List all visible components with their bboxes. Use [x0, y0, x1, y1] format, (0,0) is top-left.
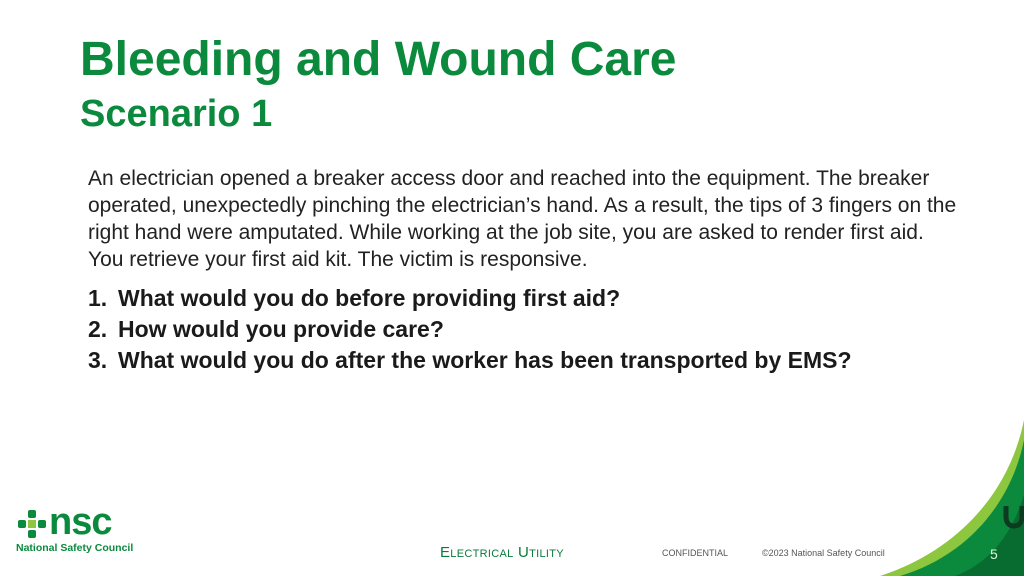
- question-text: What would you do after the worker has been transported by EMS?: [118, 347, 852, 373]
- nsc-logo-text: nsc: [49, 501, 112, 543]
- question-text: How would you provide care?: [118, 316, 444, 342]
- question-item: [88, 345, 988, 376]
- scenario-description: An electrician opened a breaker access door and reached into the equipment. The breaker operated, unexpectedly pinching the electrician’s hand. As a result, the tips of 3 fingers on the right hand were amputated. While working at the job site, you are asked to render first aid. You retrieve your first aid kit. The victim is responsive.: [88, 167, 957, 271]
- nsc-logo-subtitle: National Safety Council: [16, 542, 134, 554]
- slide-subtitle: Scenario 1: [80, 93, 273, 135]
- question-text: What would you do before providing first aid?: [118, 285, 621, 311]
- page-number: 5: [990, 546, 998, 562]
- question-list: [88, 283, 988, 376]
- corner-swoosh-graphic: [860, 400, 1024, 576]
- copyright-notice: ©2023 National Safety Council: [762, 548, 885, 558]
- question-item: [88, 314, 988, 345]
- question-number: 1.: [88, 285, 108, 311]
- question-number: 3.: [88, 347, 108, 373]
- confidential-label: CONFIDENTIAL: [662, 548, 729, 558]
- slide-title: Bleeding and Wound Care: [80, 33, 677, 86]
- question-number: 2.: [88, 316, 108, 342]
- nsc-logo: [16, 501, 136, 554]
- course-name: Electrical Utility: [440, 544, 564, 561]
- question-item: [88, 283, 988, 314]
